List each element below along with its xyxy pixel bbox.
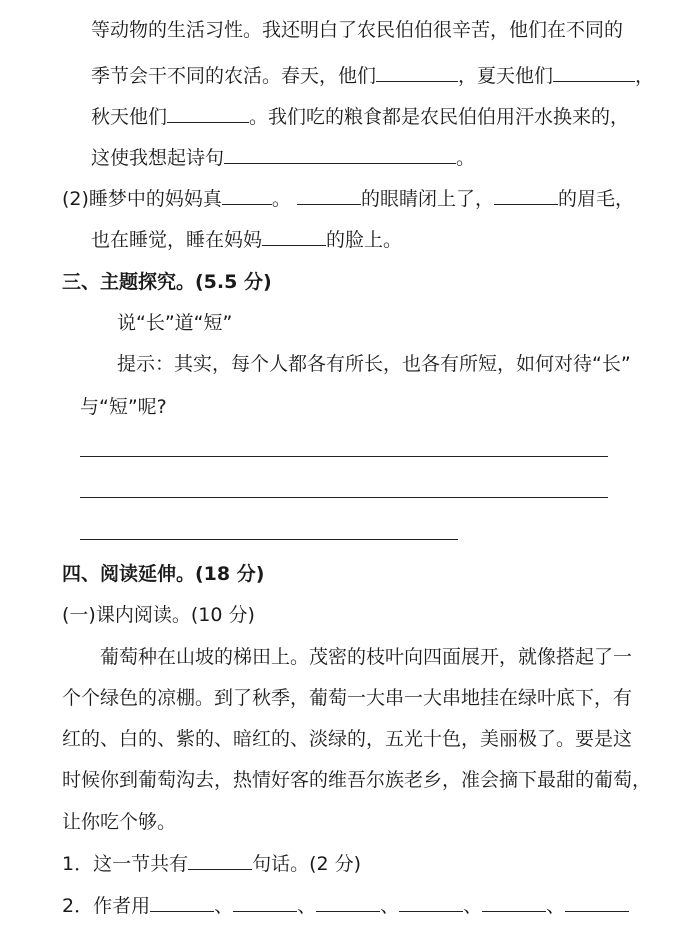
question-1 — [62, 851, 361, 876]
text: 季节会干不同的农活。春天，他们 — [91, 65, 377, 87]
text-line-3 — [91, 104, 629, 129]
section-4-heading: 四、阅读延伸。(18 分) — [62, 563, 265, 585]
text-line-5 — [62, 186, 634, 211]
passage-line-3: 红的、白的、紫的、暗红的、淡绿的，五光十色，美丽极了。要是这 — [62, 728, 633, 750]
text: (2)睡梦中的妈妈真 — [62, 188, 222, 210]
answer-blank[interactable] — [224, 145, 456, 164]
question-2 — [62, 893, 629, 918]
answer-blank[interactable] — [376, 63, 458, 82]
section-3-heading: 三、主题探究。(5.5 分) — [62, 271, 272, 293]
answer-line[interactable] — [80, 539, 458, 540]
text-line-6 — [91, 227, 402, 252]
section-4-subheading: (一)课内阅读。(10 分) — [62, 604, 255, 626]
section-3-topic: 说“长”道“短” — [117, 312, 233, 334]
text: 的眼睛闭上了， — [360, 188, 494, 210]
text: 的眉毛， — [557, 188, 634, 210]
answer-blank[interactable] — [297, 186, 361, 205]
separator: 、 — [297, 895, 317, 917]
answer-blank[interactable] — [316, 893, 380, 912]
answer-blank[interactable] — [150, 893, 214, 912]
text: 这使我想起诗句 — [91, 147, 225, 169]
text: 也在睡觉，睡在妈妈 — [91, 229, 263, 251]
text: 等动物的生活习性。我还明白了农民伯伯很辛苦，他们在不同的 — [91, 19, 624, 41]
answer-line[interactable] — [80, 497, 608, 498]
answer-blank[interactable] — [482, 893, 546, 912]
answer-blank[interactable] — [167, 104, 249, 123]
answer-blank[interactable] — [399, 893, 463, 912]
text: ，夏天他们 — [458, 65, 554, 87]
passage-line-4: 时候你到葡萄沟去，热情好客的维吾尔族老乡，准会摘下最甜的葡萄， — [62, 769, 652, 791]
section-3-hint: 提示：其实，每个人都各有所长，也各有所短，如何对待“长” — [117, 353, 631, 375]
answer-blank[interactable] — [494, 186, 558, 205]
text: 。 — [271, 188, 291, 210]
separator: 、 — [463, 895, 483, 917]
question-text: 句话。(2 分) — [252, 853, 362, 875]
answer-line[interactable] — [80, 456, 608, 457]
text: 。 — [456, 147, 476, 169]
text: 的脸上。 — [326, 229, 403, 251]
passage-line-5: 让你吃个够。 — [62, 811, 177, 833]
separator: 、 — [380, 895, 400, 917]
answer-blank[interactable] — [553, 63, 635, 82]
answer-blank[interactable] — [188, 851, 252, 870]
question-text: 1．这一节共有 — [62, 853, 189, 875]
answer-blank[interactable] — [262, 227, 326, 246]
text-line-2 — [91, 63, 654, 88]
separator: 、 — [214, 895, 234, 917]
text-line-4 — [91, 145, 475, 170]
passage-line-2: 个个绿色的凉棚。到了秋季，葡萄一大串一大串地挂在绿叶底下，有 — [62, 687, 633, 709]
passage-line-1: 葡萄种在山坡的梯田上。茂密的枝叶向四面展开，就像搭起了一 — [100, 646, 633, 668]
section-3-hint-cont: 与“短”呢? — [80, 396, 167, 418]
answer-blank[interactable] — [565, 893, 629, 912]
text: 。我们吃的粮食都是农民伯伯用汗水换来的， — [249, 106, 630, 128]
separator: 、 — [546, 895, 566, 917]
answer-blank[interactable] — [233, 893, 297, 912]
text: ， — [635, 65, 655, 87]
answer-blank[interactable] — [222, 186, 272, 205]
question-text: 2．作者用 — [62, 895, 151, 917]
text-line-1 — [91, 18, 623, 42]
text: 秋天他们 — [91, 106, 168, 128]
